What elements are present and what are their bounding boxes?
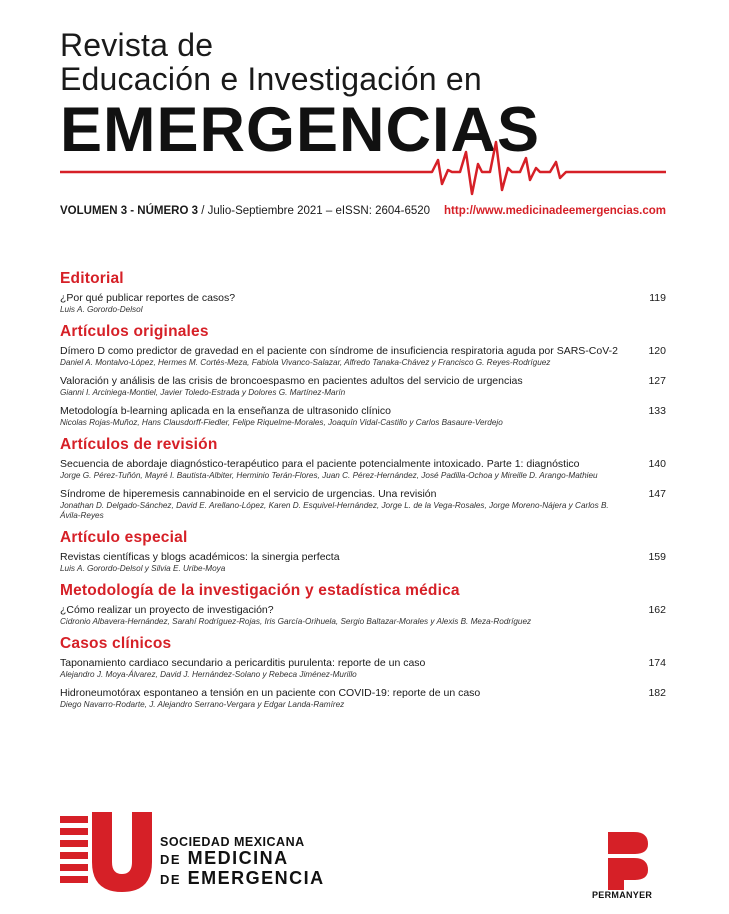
permanyer-logo bbox=[604, 832, 650, 890]
section-title: Artículo especial bbox=[60, 529, 188, 546]
article-title: Metodología b-learning aplicada en la enseñanza de ultrasonido clínico bbox=[60, 405, 391, 417]
toc-article[interactable] bbox=[60, 292, 666, 315]
journal-title-emergencias: EMERGENCIAS bbox=[60, 95, 541, 165]
toc-article[interactable] bbox=[60, 405, 666, 428]
article-authors: Daniel A. Montalvo-López, Hermes M. Cortés-Meza, Fabiola Vivanco-Salazar, Alfredo Tanaka-Chávez y Francisco G. Reyes-Rodríguez bbox=[60, 358, 551, 367]
section-title: Casos clínicos bbox=[60, 635, 172, 652]
toc-article[interactable] bbox=[60, 488, 666, 521]
article-authors: Luis A. Gorordo-Delsol y Silvia E. Uribe-Moya bbox=[60, 564, 226, 573]
toc-section bbox=[60, 436, 666, 521]
society-line1: SOCIEDAD MEXICANA bbox=[160, 835, 305, 849]
article-title: Taponamiento cardiaco secundario a pericarditis purulenta: reporte de un caso bbox=[60, 657, 426, 669]
article-authors: Gianni I. Arciniega-Montiel, Javier Toledo-Estrada y Dolores G. Martínez-Marín bbox=[60, 388, 346, 397]
article-title: Secuencia de abordaje diagnóstico-terapéutico para el paciente potencialmente intoxicado. Parte 1: diagnóstico bbox=[60, 458, 580, 470]
article-page-number: 140 bbox=[648, 458, 666, 470]
article-authors: Jonathan D. Delgado-Sánchez, David E. Arellano-López, Karen D. Esquivel-Hernández, Jorge L. de la Vega-Rosales, Jorge Moreno-Nájera y Carlos B. Ávila-Reyes bbox=[60, 501, 609, 520]
article-title: Síndrome de hiperemesis cannabinoide en el servicio de urgencias. Una revisión bbox=[60, 488, 437, 500]
toc-article[interactable] bbox=[60, 551, 666, 574]
toc-article[interactable] bbox=[60, 687, 666, 710]
toc-article[interactable] bbox=[60, 345, 666, 368]
article-page-number: 133 bbox=[648, 405, 666, 417]
article-authors: Jorge G. Pérez-Tuñón, Mayré I. Bautista-Albiter, Herminio Terán-Flores, Juan C. Pérez-Hernández, José Padilla-Ochoa y Mireille D. Arango-Mathieu bbox=[60, 471, 598, 480]
section-title: Editorial bbox=[60, 270, 124, 287]
issue-info-line bbox=[60, 205, 666, 217]
toc-section bbox=[60, 582, 666, 627]
toc-section bbox=[60, 323, 666, 428]
article-authors: Luis A. Gorordo-Delsol bbox=[60, 305, 143, 314]
volume-number: VOLUMEN 3 - NÚMERO 3 bbox=[60, 205, 199, 217]
toc-article[interactable] bbox=[60, 657, 666, 680]
article-authors: Diego Navarro-Rodarte, J. Alejandro Serrano-Vergara y Edgar Landa-Ramírez bbox=[60, 700, 345, 709]
article-page-number: 162 bbox=[648, 604, 666, 616]
toc-section bbox=[60, 635, 666, 710]
society-line3-prefix: DE bbox=[160, 872, 182, 887]
article-page-number: 120 bbox=[648, 345, 666, 357]
article-title: ¿Por qué publicar reportes de casos? bbox=[60, 292, 236, 304]
article-authors: Cidronio Albavera-Hernández, Sarahí Rodríguez-Rojas, Iris García-Orihuela, Sergio Baltazar-Morales y Alexis B. Meza-Rodríguez bbox=[60, 617, 532, 626]
article-page-number: 159 bbox=[648, 551, 666, 563]
journal-title-line1: Revista de bbox=[60, 27, 214, 63]
table-of-contents bbox=[60, 270, 666, 718]
article-title: Valoración y análisis de las crisis de broncoespasmo en pacientes adultos del servicio de urgencias bbox=[60, 375, 523, 387]
article-authors: Alejandro J. Moya-Álvarez, David J. Hernández-Solano y Rebeca Jiménez-Murillo bbox=[60, 670, 357, 679]
smem-u-logo bbox=[60, 812, 156, 892]
article-title: Hidroneumotórax espontaneo a tensión en un paciente con COVID-19: reporte de un caso bbox=[60, 687, 481, 699]
journal-title-line2: Educación e Investigación en bbox=[60, 61, 482, 97]
section-title: Metodología de la investigación y estadística médica bbox=[60, 582, 460, 599]
toc-article[interactable] bbox=[60, 458, 666, 481]
toc-article[interactable] bbox=[60, 604, 666, 627]
article-page-number: 127 bbox=[648, 375, 666, 387]
article-page-number: 119 bbox=[649, 292, 666, 304]
toc-section bbox=[60, 529, 666, 574]
society-line3-word: EMERGENCIA bbox=[187, 868, 325, 888]
society-line2-prefix: DE bbox=[160, 852, 182, 867]
ecg-line-graphic bbox=[60, 140, 666, 196]
article-title: Revistas científicas y blogs académicos: la sinergia perfecta bbox=[60, 551, 340, 563]
section-title: Artículos originales bbox=[60, 323, 209, 340]
article-page-number: 182 bbox=[648, 687, 666, 699]
toc-section bbox=[60, 270, 666, 315]
society-line2-word: MEDICINA bbox=[187, 848, 289, 868]
journal-url-link[interactable]: http://www.medicinadeemergencias.com bbox=[444, 205, 666, 217]
article-authors: Nicolas Rojas-Muñoz, Hans Clausdorff-Fiedler, Felipe Riquelme-Morales, Joaquín Vidal-Castillo y Carlos Basaure-Verdejo bbox=[60, 418, 503, 427]
article-title: ¿Cómo realizar un proyecto de investigación? bbox=[60, 604, 274, 616]
publisher-name: PERMANYER bbox=[592, 890, 653, 900]
section-title: Artículos de revisión bbox=[60, 436, 218, 453]
article-page-number: 147 bbox=[648, 488, 666, 500]
article-title: Dímero D como predictor de gravedad en el paciente con síndrome de insuficiencia respiratoria aguda por SARS-CoV-2 bbox=[60, 345, 618, 357]
issue-date-issn: / Julio-Septiembre 2021 – eISSN: 2604-6520 bbox=[198, 205, 431, 217]
article-page-number: 174 bbox=[648, 657, 666, 669]
journal-masthead bbox=[60, 28, 482, 96]
toc-article[interactable] bbox=[60, 375, 666, 398]
society-name bbox=[160, 835, 325, 889]
